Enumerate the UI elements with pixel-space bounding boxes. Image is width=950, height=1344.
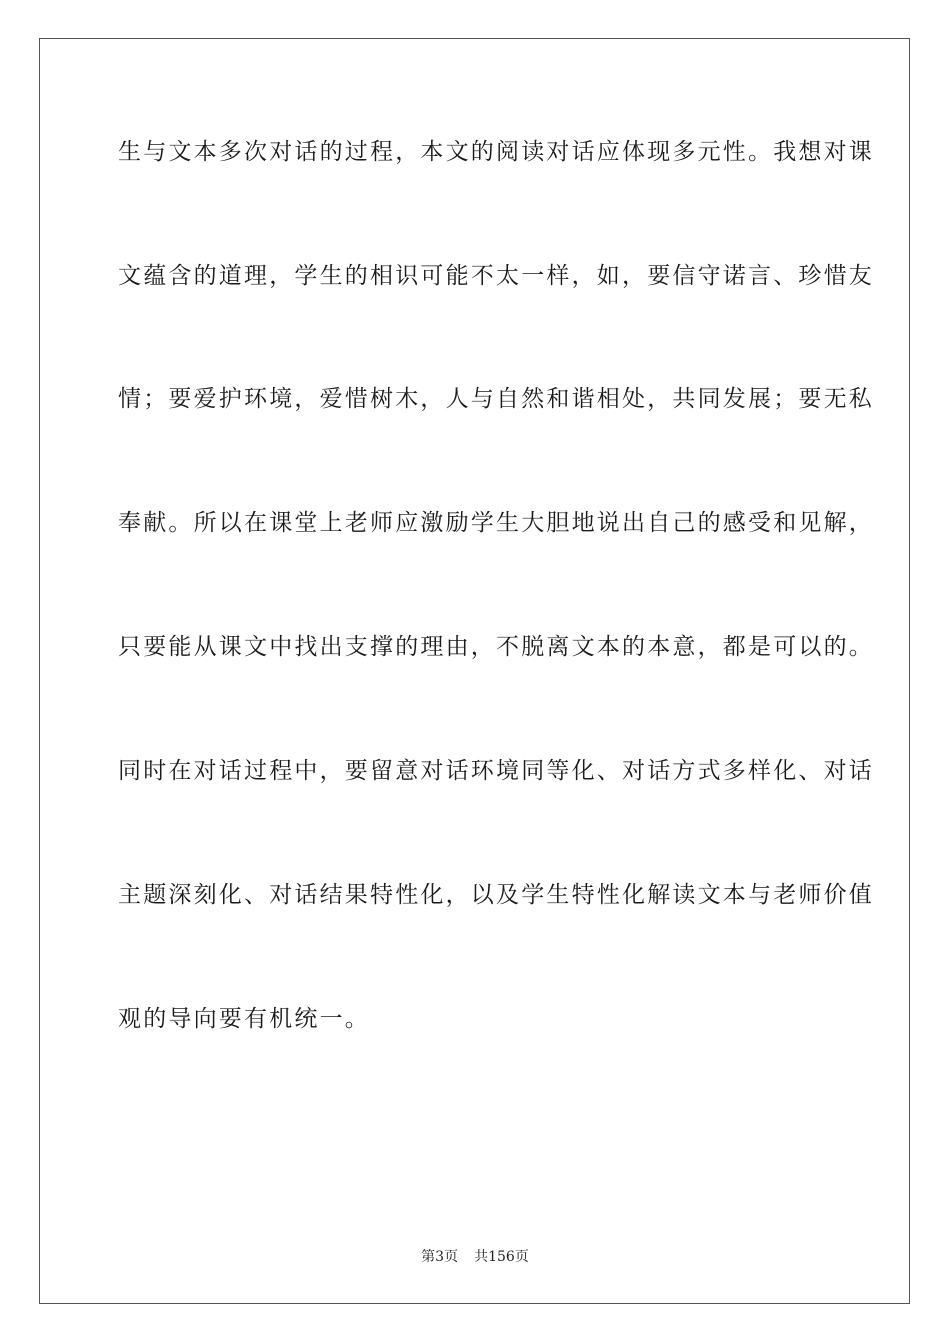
body-text-line: 奉献。所以在课堂上老师应激励学生大胆地说出自己的感受和见解， <box>118 510 874 536</box>
body-text-line: 同时在对话过程中，要留意对话环境同等化、对话方式多样化、对话 <box>118 758 874 784</box>
page-footer <box>0 1248 950 1266</box>
total-pages: 共156页 <box>474 1249 529 1265</box>
body-text-line: 主题深刻化、对话结果特性化，以及学生特性化解读文本与老师价值 <box>118 882 874 908</box>
body-text-line: 只要能从课文中找出支撑的理由，不脱离文本的本意，都是可以的。 <box>118 634 874 660</box>
body-text-line: 文蕴含的道理，学生的相识可能不太一样，如，要信守诺言、珍惜友 <box>118 263 874 289</box>
page-border <box>39 38 910 1304</box>
body-text-line: 生与文本多次对话的过程，本文的阅读对话应体现多元性。我想对课 <box>118 139 874 165</box>
page-number: 第3页 <box>421 1249 459 1265</box>
body-text-line: 观的导向要有机统一。 <box>118 1006 370 1032</box>
body-text-line: 情；要爱护环境，爱惜树木，人与自然和谐相处，共同发展；要无私 <box>118 386 874 412</box>
